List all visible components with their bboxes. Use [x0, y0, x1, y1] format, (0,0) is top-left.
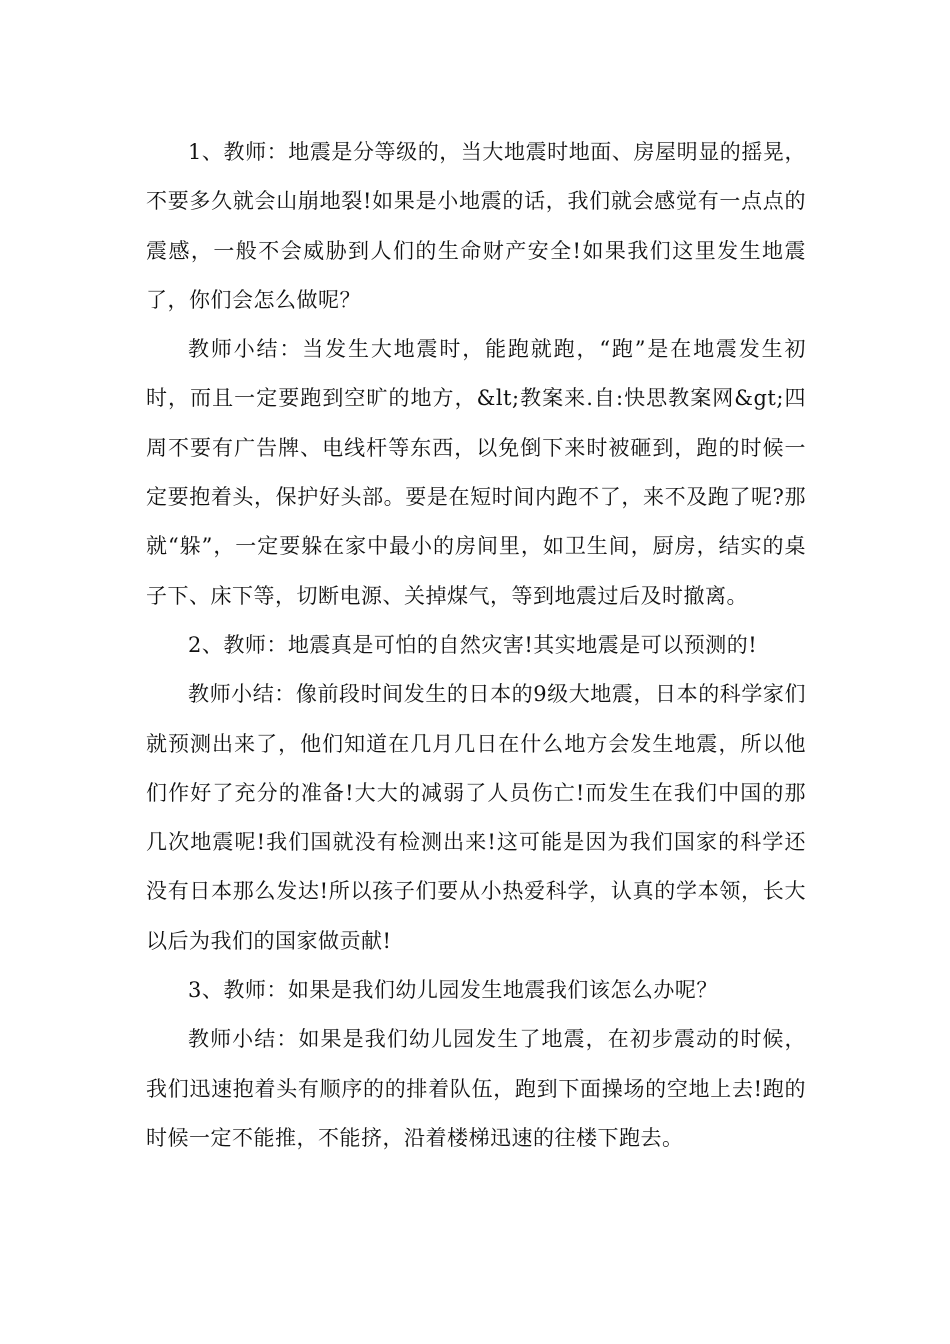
paragraph-teacher-question-3: 3、教师：如果是我们幼儿园发生地震我们该怎么办呢？ [188, 978, 718, 1003]
paragraph-teacher-summary-3: 教师小结：如果是我们幼儿园发生了地震，在初步震动的时候，我们迅速抱着头有顺序的的排着队伍，跑到下面操场的空地上去!跑的时候一定不能推，不能挤，沿着楼梯迅速的往楼下跑去。 [146, 1027, 806, 1150]
paragraph-teacher-question-1: 1、教师：地震是分等级的，当大地震时地面、房屋明显的摇晃，不要多久就会山崩地裂!如果是小地震的话，我们就会感觉有一点点的震感，一般不会威胁到人们的生命财产安全!如果我们这里发生地震了，你们会怎么做呢？ [146, 140, 806, 312]
document-body [146, 128, 806, 1163]
paragraph-teacher-question-2: 2、教师：地震真是可怕的自然灾害!其实地震是可以预测的! [188, 632, 758, 657]
paragraph-teacher-summary-1: 教师小结：当发生大地震时，能跑就跑，“跑”是在地震发生初时，而且一定要跑到空旷的地方，&lt;教案来.自:快思教案网&gt;四周不要有广告牌、电线杆等东西，以免倒下来时被砸到，跑的时候一定要抱着头，保护好头部。要是在短时间内跑不了，来不及跑了呢?那就“躲”，一定要躲在家中最小的房间里，如卫生间，厨房，结实的桌子下、床下等，切断电源、关掉煤气，等到地震过后及时撤离。 [146, 337, 806, 608]
paragraph-teacher-summary-2: 教师小结：像前段时间发生的日本的9级大地震，日本的科学家们就预测出来了，他们知道在几月几日在什么地方会发生地震，所以他们作好了充分的准备!大大的减弱了人员伤亡!而发生在我们中国的那几次地震呢!我们国就没有检测出来!这可能是因为我们国家的科学还没有日本那么发达!所以孩子们要从小热爱科学，认真的学本领，长大以后为我们的国家做贡献! [146, 682, 806, 953]
